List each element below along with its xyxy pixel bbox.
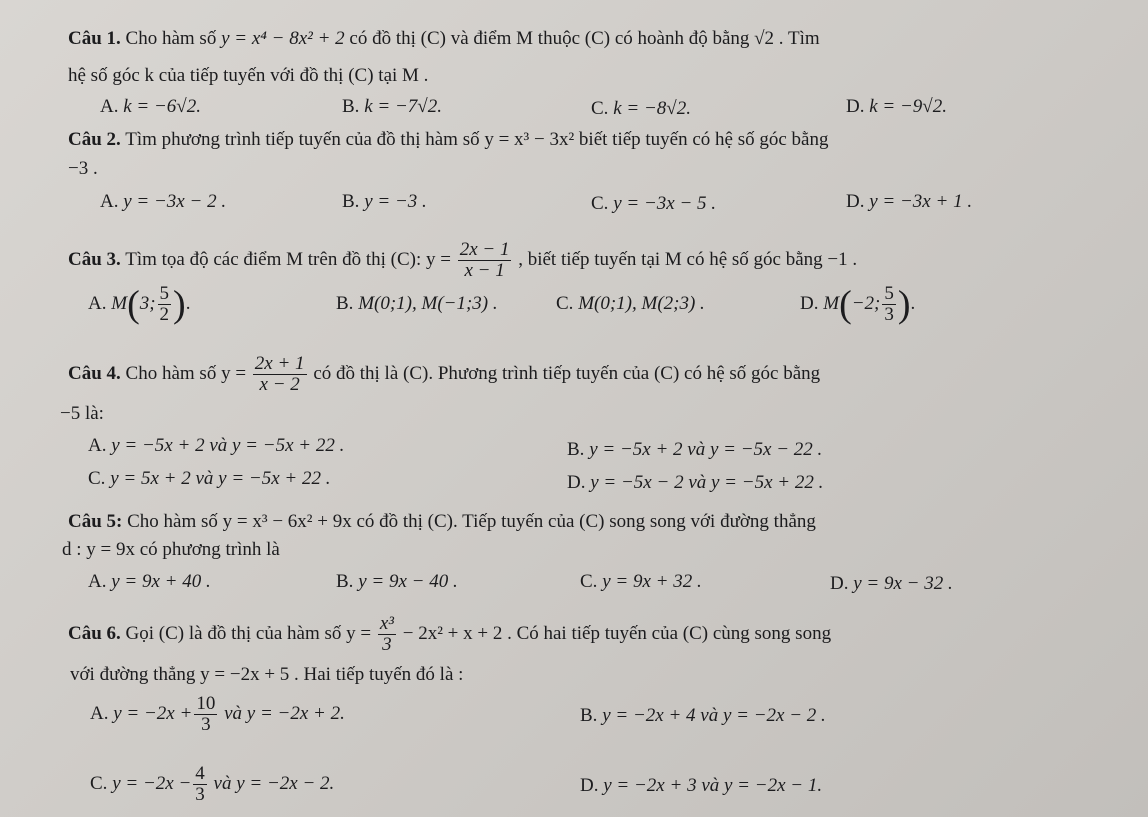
q3-d-num: 5 [884, 283, 894, 305]
q6-a-fraction [194, 694, 217, 735]
q2-option-d [846, 190, 972, 214]
letter-d: D. [800, 293, 819, 314]
q2-text-1: Tìm phương trình tiếp tuyến của đồ thị hàm số y = x³ − 3x² biết tiếp tuyến có hệ số góc bằng [125, 129, 829, 150]
paren-close: ) [897, 283, 911, 326]
q6-option-d [580, 774, 822, 798]
q4-denominator: x − 2 [259, 374, 300, 396]
q6-a-pre: y = −2x + [113, 703, 193, 724]
q2-option-b [342, 190, 427, 214]
letter-c: C. [591, 193, 609, 214]
q5-label: Câu 5: [68, 511, 123, 532]
q3-c-value: M(0;1), M(2;3) . [578, 293, 705, 314]
q6-line-1 [68, 610, 831, 658]
letter-a: A. [88, 435, 107, 456]
q3-d-coord: −2; [851, 293, 881, 314]
q3-d-den: 3 [884, 304, 894, 326]
q3-a-point: M [111, 293, 128, 314]
q1-option-b [342, 95, 442, 119]
q3-label: Câu 3. [68, 249, 121, 270]
q6-c-num: 4 [195, 763, 205, 785]
q2-option-a [100, 190, 226, 214]
letter-b: B. [342, 96, 360, 117]
q5-b-value: y = 9x − 40 . [358, 571, 458, 592]
q3-a-coord: 3; [139, 293, 156, 314]
q1-c-value: k = −8√2. [613, 98, 691, 119]
q3-b-value: M(0;1), M(−1;3) . [358, 293, 498, 314]
paren-close: ) [173, 283, 186, 326]
letter-d: D. [580, 775, 599, 796]
q4-d-value: y = −5x − 2 và y = −5x + 22 . [590, 472, 824, 493]
q4-label: Câu 4. [68, 363, 121, 384]
q4-text-3: −5 là: [60, 403, 104, 424]
letter-a: A. [88, 293, 107, 314]
letter-d: D. [846, 191, 865, 212]
q6-a-num: 10 [196, 693, 216, 715]
q3-numerator: 2x − 1 [459, 239, 510, 261]
q6-c-pre: y = −2x − [112, 773, 192, 794]
q5-option-b [336, 570, 458, 594]
q4-option-c [88, 467, 330, 491]
paren-open: ( [839, 283, 852, 326]
q6-option-c [90, 760, 334, 808]
q1-d-value: k = −9√2. [869, 96, 947, 117]
q5-option-a [88, 570, 211, 594]
q3-a-num: 5 [159, 283, 170, 305]
letter-a: A. [100, 96, 119, 117]
q1-a-value: k = −6√2. [123, 96, 201, 117]
q3-text-1: Tìm tọa độ các điểm M trên đồ thị (C): y = [125, 249, 451, 270]
q1-option-a [100, 95, 201, 119]
q3-fraction [458, 240, 512, 281]
q4-line-1 [68, 350, 820, 398]
q3-option-d [800, 280, 915, 328]
q2-option-c [591, 192, 716, 216]
q5-text-1: Cho hàm số y = x³ − 6x² + 9x có đồ thị (C). Tiếp tuyến của (C) song song với đường thẳng [127, 511, 816, 532]
letter-c: C. [556, 293, 574, 314]
q3-d-point: M [823, 293, 840, 314]
q6-text-3: với đường thẳng y = −2x + 5 . Hai tiếp tuyến đó là : [70, 664, 464, 685]
letter-c: C. [591, 98, 609, 119]
letter-b: B. [336, 571, 354, 592]
q1-label: Câu 1. [68, 28, 121, 49]
letter-b: B. [342, 191, 360, 212]
paren-open: ( [127, 283, 140, 326]
letter-d: D. [567, 472, 586, 493]
q1-text-3: hệ số góc k của tiếp tuyến với đồ thị (C) tại M . [68, 65, 429, 86]
q3-option-b [336, 292, 498, 316]
q3-option-a [88, 280, 190, 328]
q6-b-value: y = −2x + 4 và y = −2x − 2 . [602, 705, 826, 726]
q2-a-value: y = −3x − 2 . [123, 191, 227, 212]
letter-c: C. [88, 468, 106, 489]
letter-a: A. [90, 703, 109, 724]
q2-d-value: y = −3x + 1 . [869, 191, 973, 212]
q6-option-b [580, 704, 826, 728]
q3-denominator: x − 1 [464, 260, 505, 282]
q1-text-1: Cho hàm số [125, 28, 217, 49]
q1-option-c [591, 97, 691, 121]
q6-c-fraction [193, 764, 207, 805]
q6-a-post: và y = −2x + 2. [219, 703, 345, 724]
q1-option-d [846, 95, 947, 119]
q4-text-1: Cho hàm số y = [125, 363, 247, 384]
q3-d-post: . [910, 293, 916, 314]
q4-c-value: y = 5x + 2 và y = −5x + 22 . [110, 468, 331, 489]
q2-line-1 [68, 128, 829, 152]
q2-b-value: y = −3 . [364, 191, 427, 212]
q4-numerator: 2x + 1 [254, 353, 305, 375]
letter-b: B. [567, 439, 585, 460]
q2-label: Câu 2. [68, 129, 121, 150]
q4-option-d [567, 471, 823, 495]
q3-text-2: , biết tiếp tuyến tại M có hệ số góc bằng −1 . [518, 249, 858, 270]
letter-c: C. [90, 773, 108, 794]
letter-d: D. [846, 96, 865, 117]
q6-d-value: y = −2x + 3 và y = −2x − 1. [603, 775, 823, 796]
q6-option-a [90, 690, 345, 738]
letter-a: A. [100, 191, 119, 212]
q6-text-1: Gọi (C) là đồ thị của hàm số y = [125, 623, 372, 644]
q1-line-1 [68, 27, 820, 51]
q5-option-c [580, 570, 702, 594]
letter-a: A. [88, 571, 107, 592]
q3-line-1 [68, 236, 857, 284]
q6-numerator: x³ [379, 613, 394, 635]
q5-d-value: y = 9x − 32 . [853, 573, 953, 594]
q5-text-2: d : y = 9x có phương trình là [62, 539, 280, 560]
q3-a-post: . [185, 293, 191, 314]
q4-fraction [253, 354, 307, 395]
letter-d: D. [830, 573, 849, 594]
q6-fraction [378, 614, 396, 655]
q6-c-den: 3 [195, 784, 205, 806]
q2-c-value: y = −3x − 5 . [613, 193, 717, 214]
q4-a-value: y = −5x + 2 và y = −5x + 22 . [111, 435, 345, 456]
letter-c: C. [580, 571, 598, 592]
q2-text-2: −3 . [68, 158, 98, 179]
q6-text-2: − 2x² + x + 2 . Có hai tiếp tuyến của (C) cùng song song [402, 623, 832, 644]
q3-a-den: 2 [159, 304, 170, 326]
q1-b-value: k = −7√2. [364, 96, 442, 117]
q5-line-1 [68, 510, 816, 534]
q3-option-c [556, 292, 705, 316]
letter-b: B. [336, 293, 354, 314]
q3-a-fraction [158, 284, 172, 325]
q5-a-value: y = 9x + 40 . [111, 571, 211, 592]
q4-option-a [88, 434, 344, 458]
q4-b-value: y = −5x + 2 và y = −5x − 22 . [589, 439, 823, 460]
q1-text-2: có đồ thị (C) và điểm M thuộc (C) có hoành độ bằng √2 . Tìm [349, 28, 820, 49]
q3-d-fraction [882, 284, 896, 325]
q6-a-den: 3 [201, 714, 211, 736]
q4-text-2: có đồ thị là (C). Phương trình tiếp tuyến của (C) có hệ số góc bằng [313, 363, 821, 384]
q6-label: Câu 6. [68, 623, 121, 644]
q6-c-post: và y = −2x − 2. [208, 773, 335, 794]
letter-b: B. [580, 705, 598, 726]
q1-function: y = x⁴ − 8x² + 2 [221, 28, 345, 49]
q5-option-d [830, 572, 953, 596]
q5-c-value: y = 9x + 32 . [602, 571, 702, 592]
q4-option-b [567, 438, 822, 462]
q6-denominator: 3 [382, 634, 392, 656]
